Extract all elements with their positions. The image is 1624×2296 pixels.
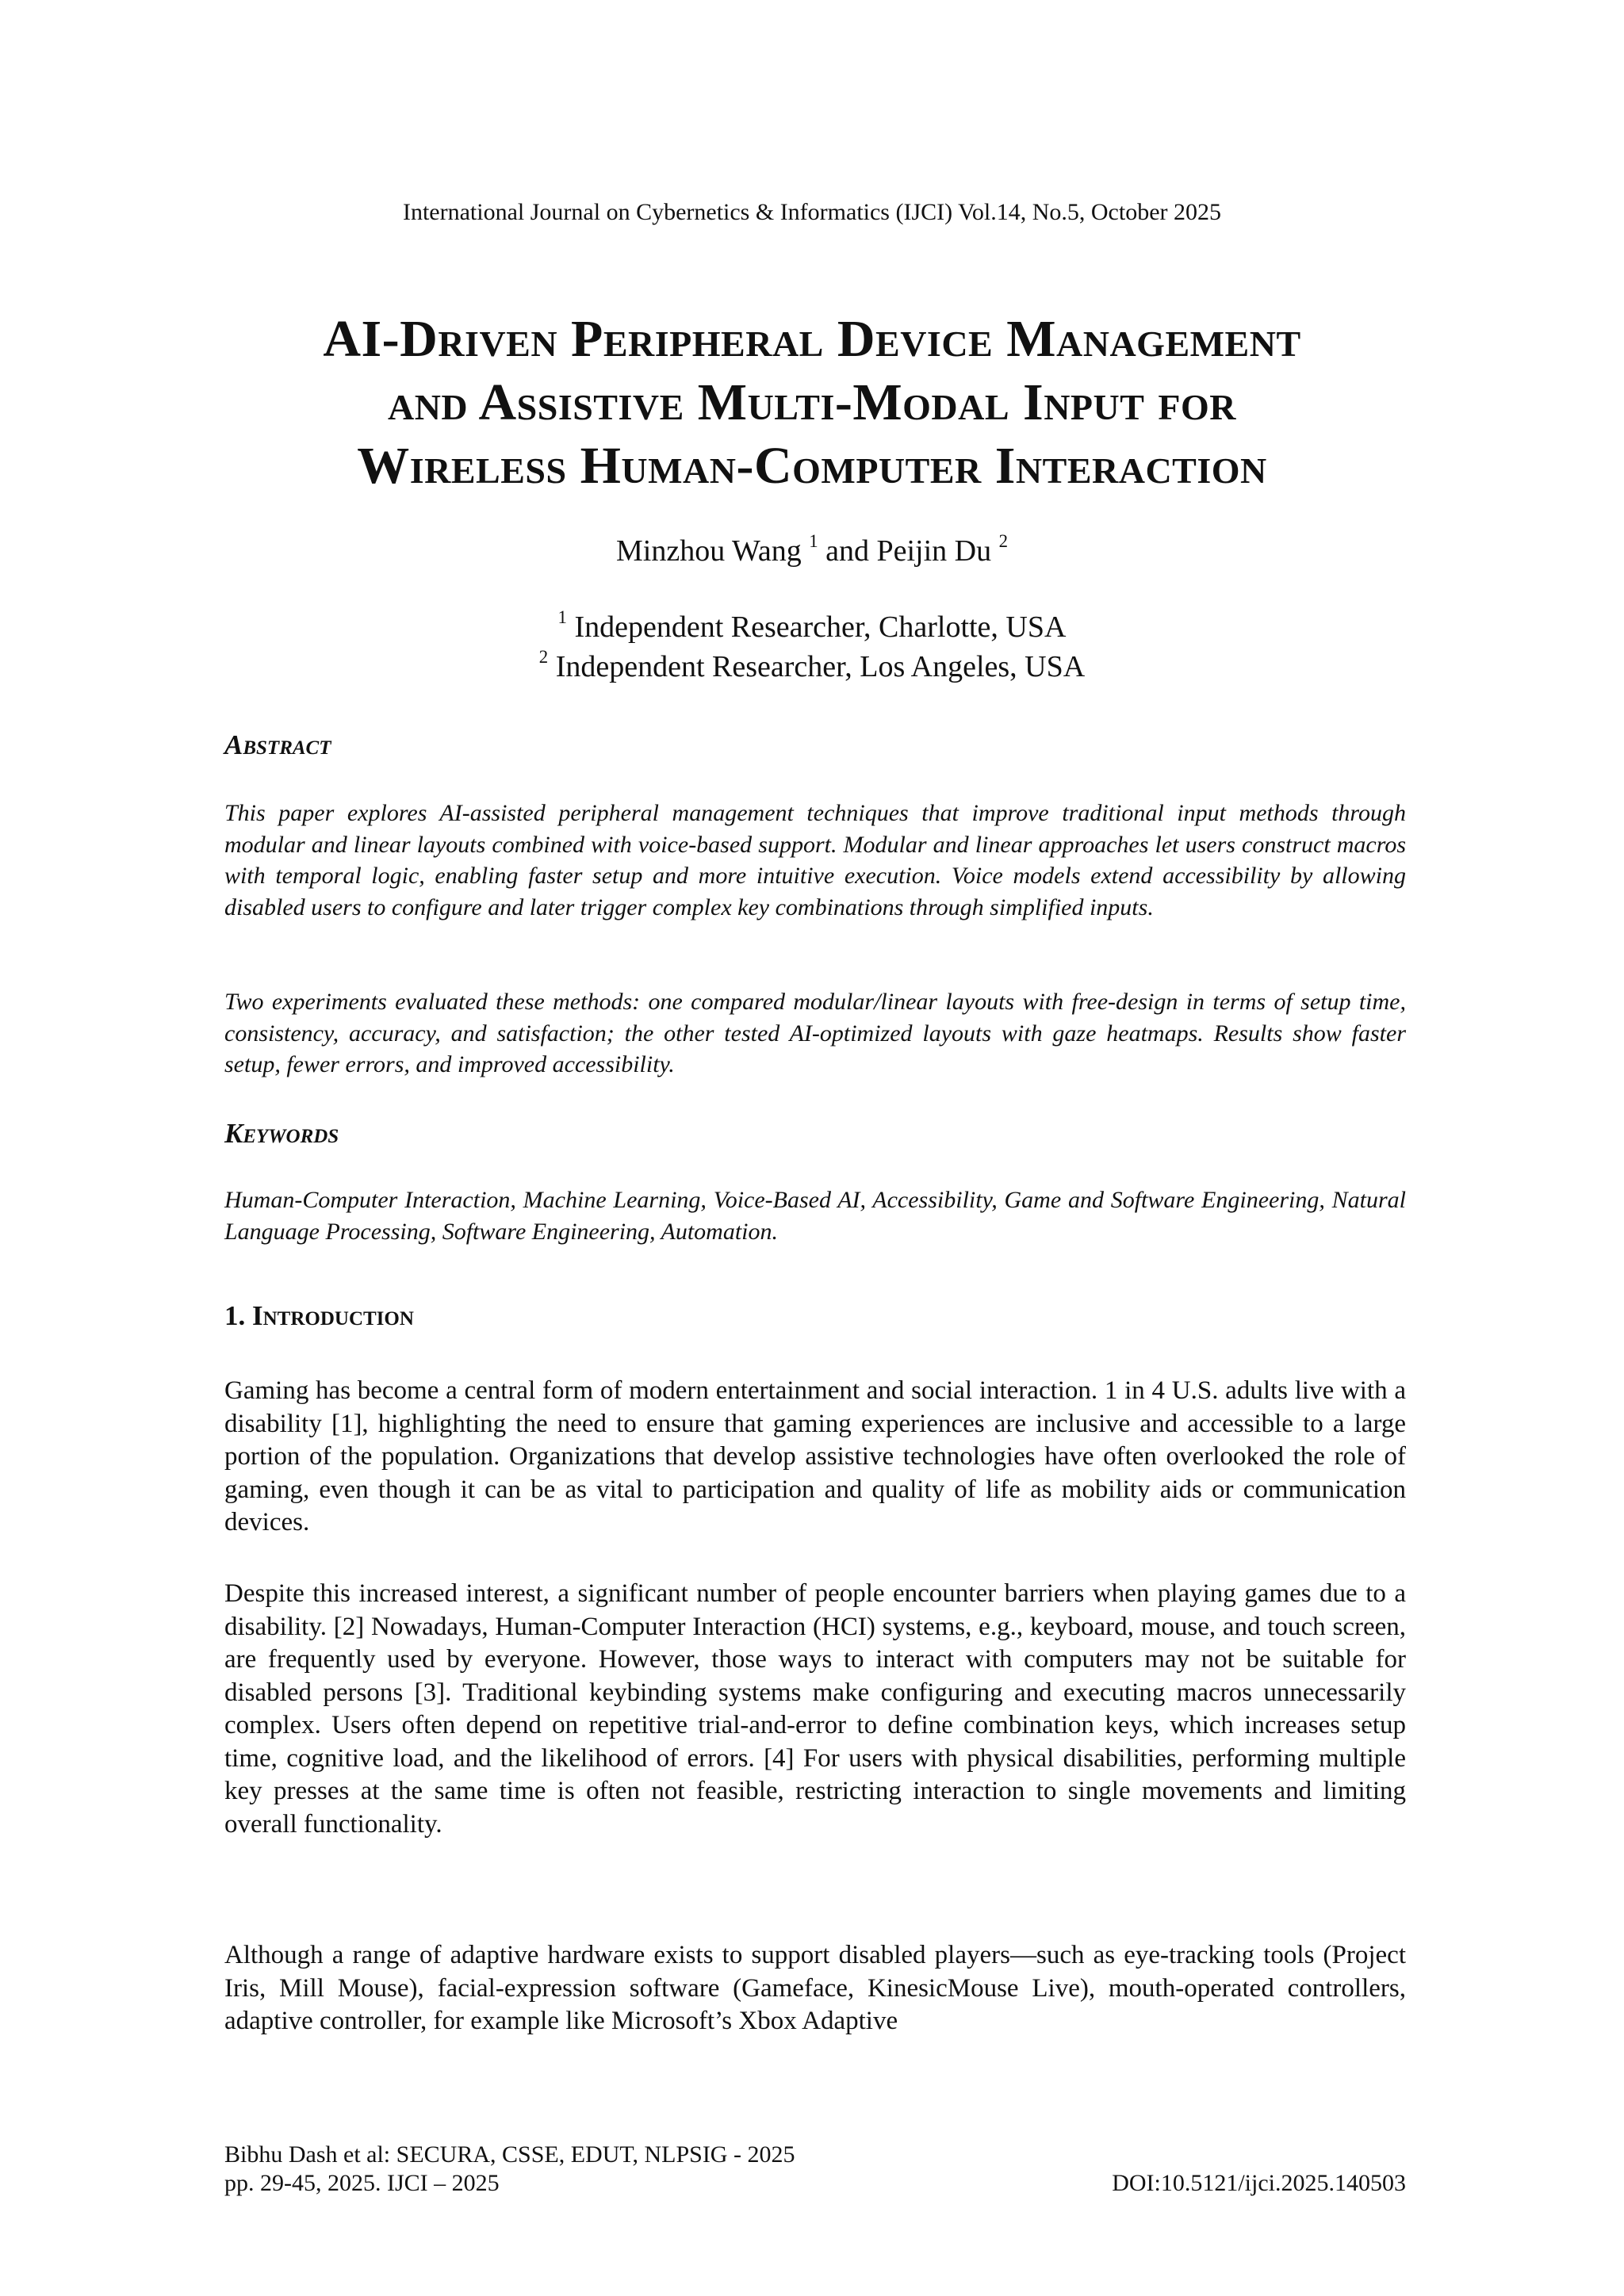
author-affiliation-mark: 1 xyxy=(809,530,818,551)
affiliation xyxy=(0,647,1624,687)
title-line: and Assistive Multi-Modal Input for xyxy=(387,373,1237,431)
page-footer xyxy=(224,2141,1406,2198)
abstract-body xyxy=(224,798,1406,923)
author-name: Minzhou Wang xyxy=(615,534,802,568)
keywords-heading: Keywords xyxy=(224,1118,339,1149)
footer-citation: Bibhu Dash et al: SECURA, CSSE, EDUT, NLPSIG - 2025 xyxy=(224,2141,795,2168)
keywords-body xyxy=(224,1184,1406,1247)
abstract-section xyxy=(224,728,1406,763)
body-paragraph: Although a range of adaptive hardware exists to support disabled players—such as eye-tracking tools (Project Iris, Mill Mouse), facial-expression software (Gameface, KinesicMouse Live), mouth-operated controllers, adaptive controller, for example like Microsoft’s Xbox Adaptive xyxy=(224,1941,1406,2035)
keywords-section xyxy=(224,1116,1406,1151)
abstract-paragraph: Two experiments evaluated these methods: one compared modular/linear layouts with free-design in terms of setup time, consistency, accuracy, and satisfaction; the other tested AI-optimized layouts with gaze heatmaps. Results show faster setup, fewer errors, and improved accessibility. xyxy=(224,989,1406,1077)
affiliation-list xyxy=(0,607,1624,687)
paper-title xyxy=(159,308,1465,498)
introduction-heading: 1. Introduction xyxy=(224,1300,414,1331)
body-paragraph: Gaming has become a central form of modern entertainment and social interaction. 1 in 4 U.S. adults live with a disability [1], highlighting the need to ensure that gaming experiences are inclusive and accessible to a large portion of the population. Organizations that develop assistive technologies have often overlooked the role of gaming, even though it can be as vital to participation and quality of life as mobility aids or communication devices. xyxy=(224,1376,1406,1536)
footer-row xyxy=(224,2169,1406,2198)
affiliation xyxy=(0,607,1624,647)
affiliation-text: Independent Researcher, Los Angeles, USA xyxy=(555,650,1086,683)
footer-pages: pp. 29-45, 2025. IJCI – 2025 xyxy=(224,2170,500,2196)
introduction-body xyxy=(224,1939,1406,2038)
author-affiliation-mark: 2 xyxy=(998,530,1009,551)
author-list xyxy=(0,531,1624,571)
abstract-heading: Abstract xyxy=(224,729,331,760)
keywords-text: Human-Computer Interaction, Machine Learning, Voice-Based AI, Accessibility, Game and Software Engineering, Natural Language Processing, Software Engineering, Automation. xyxy=(224,1187,1406,1245)
author-joiner: and xyxy=(818,534,877,568)
abstract-paragraph: This paper explores AI-assisted peripheral management techniques that improve traditional input methods through modular and linear layouts combined with voice-based support. Modular and linear approaches let users construct macros with temporal logic, enabling faster setup and more intuitive execution. Voice models extend accessibility by allowing disabled users to configure and later trigger complex key combinations through simplified inputs. xyxy=(224,800,1406,920)
introduction-body xyxy=(224,1578,1406,1841)
affiliation-mark: 1 xyxy=(557,607,567,627)
affiliation-text: Independent Researcher, Charlotte, USA xyxy=(574,610,1067,644)
title-line: AI-Driven Peripheral Device Management xyxy=(323,310,1301,368)
title-line: Wireless Human-Computer Interaction xyxy=(357,437,1267,495)
introduction-section xyxy=(224,1299,1406,1334)
affiliation-mark: 2 xyxy=(538,646,549,667)
abstract-body xyxy=(224,986,1406,1081)
body-paragraph: Despite this increased interest, a significant number of people encounter barriers when playing games due to a disability. [2] Nowadays, Human-Computer Interaction (HCI) systems, e.g., keyboard, mouse, and touch screen, are frequently used by everyone. However, those ways to interact with computers may not be suitable for disabled persons [3]. Traditional keybinding systems make configuring and executing macros unnecessarily complex. Users often depend on repetitive trial-and-error to define combination keys, which increases setup time, cognitive load, and the likelihood of errors. [4] For users with physical disabilities, performing multiple key presses at the same time is often not feasible, restricting interaction to single movements and limiting overall functionality. xyxy=(224,1579,1406,1839)
footer-doi: DOI:10.5121/ijci.2025.140503 xyxy=(1112,2170,1406,2196)
journal-header: International Journal on Cybernetics & Informatics (IJCI) Vol.14, No.5, October 2025 xyxy=(402,199,1221,225)
author-name: Peijin Du xyxy=(876,534,992,568)
introduction-body xyxy=(224,1375,1406,1540)
